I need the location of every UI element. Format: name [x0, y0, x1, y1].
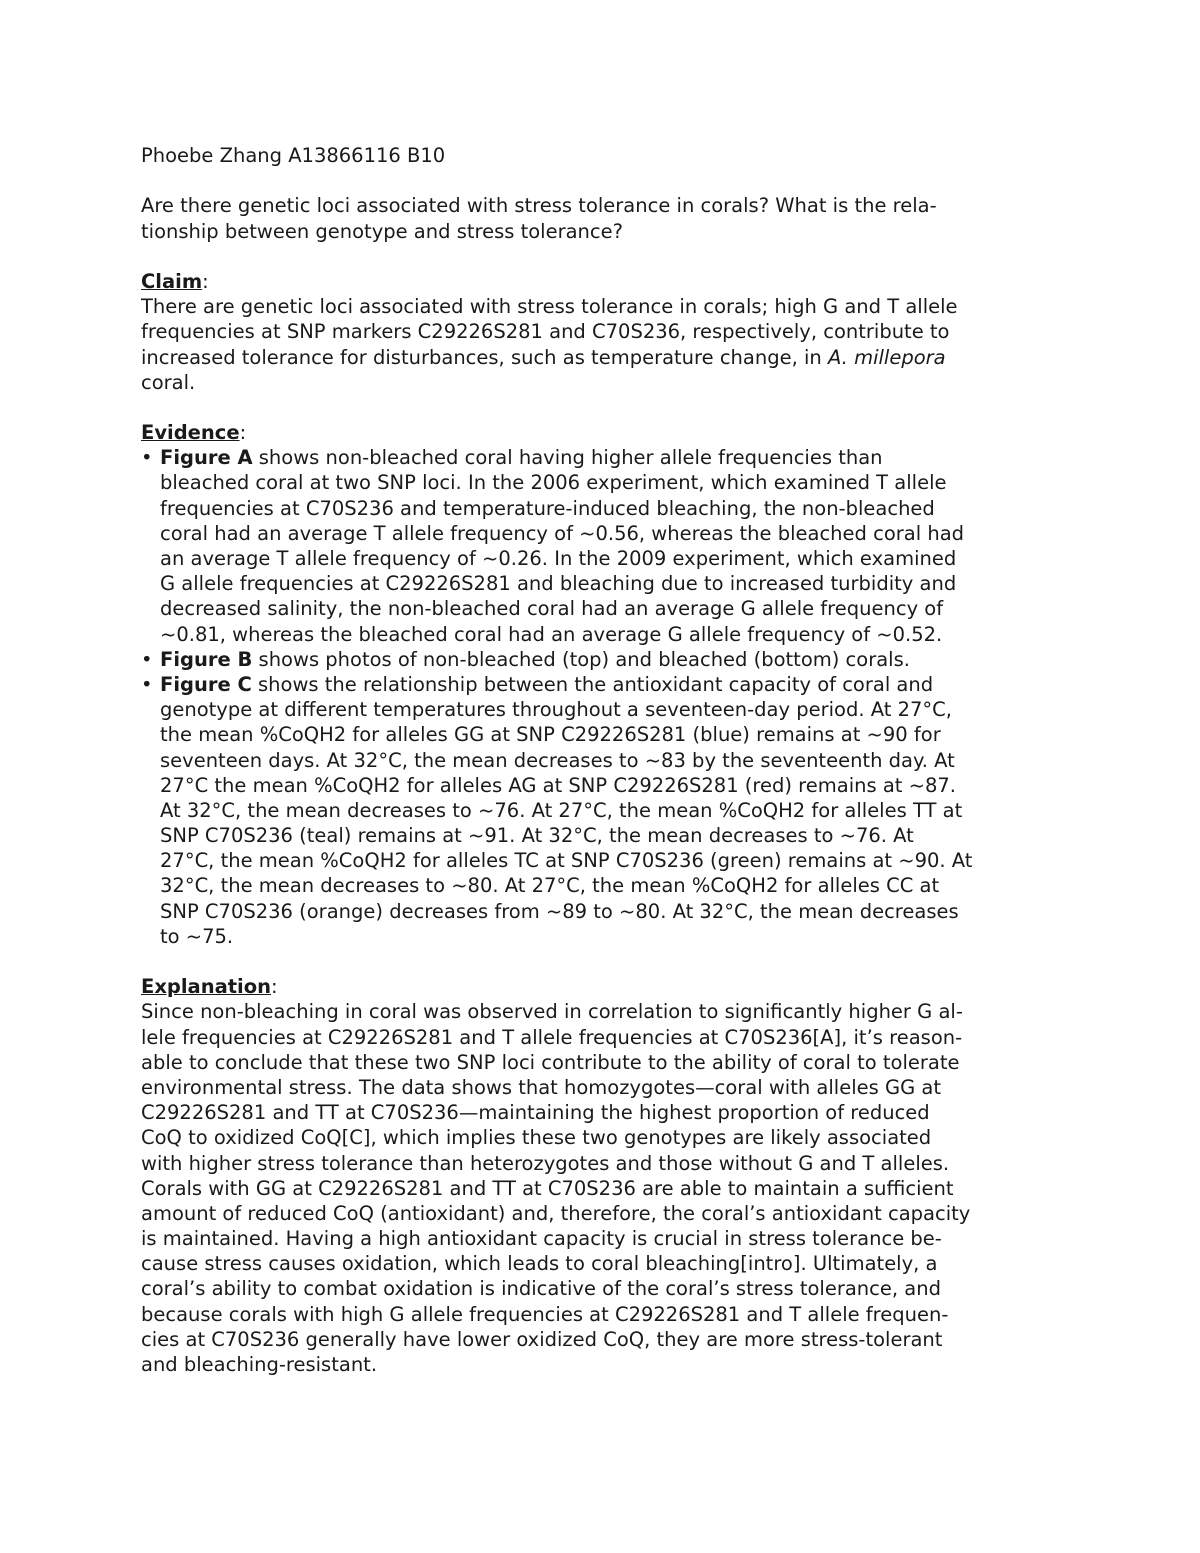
figure-a-line: bleached coral at two SNP loci. In the 2006 experiment, which examined T allele: [160, 471, 947, 495]
claim-heading-row: [141, 269, 1076, 294]
explanation-line: CoQ to oxidized CoQ[C], which implies these two genotypes are likely associated: [141, 1126, 932, 1150]
explanation-line: and bleaching-resistant.: [141, 1353, 378, 1376]
explanation-line: with higher stress tolerance than heterozygotes and those without G and T alleles.: [141, 1151, 950, 1175]
explanation-line: C29226S281 and TT at C70S236—maintaining the highest proportion of reduced: [141, 1101, 930, 1125]
figure-a-text: shows non-bleached coral having higher allele frequencies than: [252, 446, 883, 470]
explanation-heading-row: [141, 974, 1076, 999]
figure-c-label: Figure C: [160, 672, 252, 696]
figure-a-label: Figure A: [160, 446, 253, 470]
figure-c-line: 27°C, the mean %CoQH2 for alleles TC at SNP C70S236 (green) remains at ~90. At: [160, 849, 973, 873]
claim-line: There are genetic loci associated with stress tolerance in corals; high G and T allele: [141, 295, 958, 319]
figure-a-line: G allele frequencies at C29226S281 and bleaching due to increased turbidity and: [160, 572, 957, 596]
explanation-heading: Explanation: [141, 975, 272, 999]
figure-b-bullet: [141, 647, 1076, 672]
figure-c-bullet: [141, 672, 1076, 697]
spacer: [141, 244, 1076, 269]
author-line: Phoebe Zhang A13866116 B10: [141, 144, 446, 167]
evidence-heading-row: [141, 420, 1076, 445]
question-line: tionship between genotype and stress tolerance?: [141, 219, 623, 243]
explanation-line: is maintained. Having a high antioxidant capacity is crucial in stress tolerance be-: [141, 1227, 942, 1251]
spacer: [141, 949, 1076, 974]
figure-a-bullet: [141, 445, 1076, 470]
figure-a-line: coral had an average T allele frequency of ~0.56, whereas the bleached coral had: [160, 521, 965, 545]
figure-c-line: the mean %CoQH2 for alleles GG at SNP C29226S281 (blue) remains at ~90 for: [160, 723, 941, 747]
figure-a-line: ~0.81, whereas the bleached coral had an average G allele frequency of ~0.52.: [160, 622, 943, 646]
figure-c-line: SNP C70S236 (teal) remains at ~91. At 32°C, the mean decreases to ~76. At: [160, 824, 914, 848]
figure-c-line: to ~75.: [160, 924, 234, 948]
figure-c-line: 27°C the mean %CoQH2 for alleles AG at SNP C29226S281 (red) remains at ~87.: [160, 773, 956, 797]
explanation-line: amount of reduced CoQ (antioxidant) and, therefore, the coral’s antioxidant capacity: [141, 1201, 971, 1225]
figure-a-line: frequencies at C70S236 and temperature-induced bleaching, the non-bleached: [160, 496, 935, 520]
document-page: [141, 143, 1076, 1377]
figure-b-text: shows photos of non-bleached (top) and bleached (bottom) corals.: [252, 647, 910, 671]
claim-heading-colon: :: [202, 269, 209, 293]
figure-c-line: genotype at different temperatures throughout a seventeen-day period. At 27°C,: [160, 698, 952, 722]
bullet-icon: •: [141, 446, 153, 470]
claim-line-text: increased tolerance for disturbances, such as temperature change, in: [141, 345, 828, 369]
explanation-line: coral’s ability to combat oxidation is indicative of the coral’s stress tolerance, and: [141, 1277, 941, 1301]
explanation-line: cies at C70S236 generally have lower oxidized CoQ, they are more stress-tolerant: [141, 1327, 943, 1351]
evidence-heading: Evidence: [141, 421, 240, 445]
explanation-line: environmental stress. The data shows that homozygotes—coral with alleles GG at: [141, 1075, 941, 1099]
figure-a-line: decreased salinity, the non-bleached coral had an average G allele frequency of: [160, 597, 944, 621]
explanation-line: Corals with GG at C29226S281 and TT at C70S236 are able to maintain a sufficient: [141, 1176, 954, 1200]
claim-line: coral.: [141, 370, 196, 394]
spacer: [141, 168, 1076, 193]
figure-c-text: shows the relationship between the antioxidant capacity of coral and: [251, 672, 934, 696]
explanation-line: lele frequencies at C29226S281 and T allele frequencies at C70S236[A], it’s reason-: [141, 1025, 963, 1049]
figure-c-line: seventeen days. At 32°C, the mean decreases to ~83 by the seventeenth day. At: [160, 748, 955, 772]
bullet-icon: •: [141, 672, 153, 696]
figure-c-line: SNP C70S236 (orange) decreases from ~89 to ~80. At 32°C, the mean decreases: [160, 899, 959, 923]
bullet-icon: •: [141, 647, 153, 671]
spacer: [141, 395, 1076, 420]
explanation-line: Since non-bleaching in coral was observed in correlation to significantly higher G al-: [141, 1000, 963, 1024]
explanation-line: cause stress causes oxidation, which leads to coral bleaching[intro]. Ultimately, a: [141, 1252, 938, 1276]
species-name: A. millepora: [827, 345, 946, 369]
explanation-heading-colon: :: [271, 975, 278, 999]
explanation-line: because corals with high G allele frequencies at C29226S281 and T allele frequen-: [141, 1302, 949, 1326]
figure-a-line: an average T allele frequency of ~0.26. In the 2009 experiment, which examined: [160, 547, 957, 570]
claim-line: frequencies at SNP markers C29226S281 and C70S236, respectively, contribute to: [141, 320, 950, 344]
claim-heading: Claim: [141, 269, 203, 293]
figure-c-line: At 32°C, the mean decreases to ~76. At 27°C, the mean %CoQH2 for alleles TT at: [160, 798, 963, 822]
figure-b-label: Figure B: [160, 647, 253, 671]
evidence-heading-colon: :: [239, 421, 247, 445]
question-line: Are there genetic loci associated with stress tolerance in corals? What is the rela-: [141, 194, 937, 218]
explanation-line: able to conclude that these two SNP loci contribute to the ability of coral to tolerate: [141, 1050, 960, 1074]
claim-line: [141, 345, 1076, 370]
figure-c-line: 32°C, the mean decreases to ~80. At 27°C, the mean %CoQH2 for alleles CC at: [160, 874, 940, 898]
